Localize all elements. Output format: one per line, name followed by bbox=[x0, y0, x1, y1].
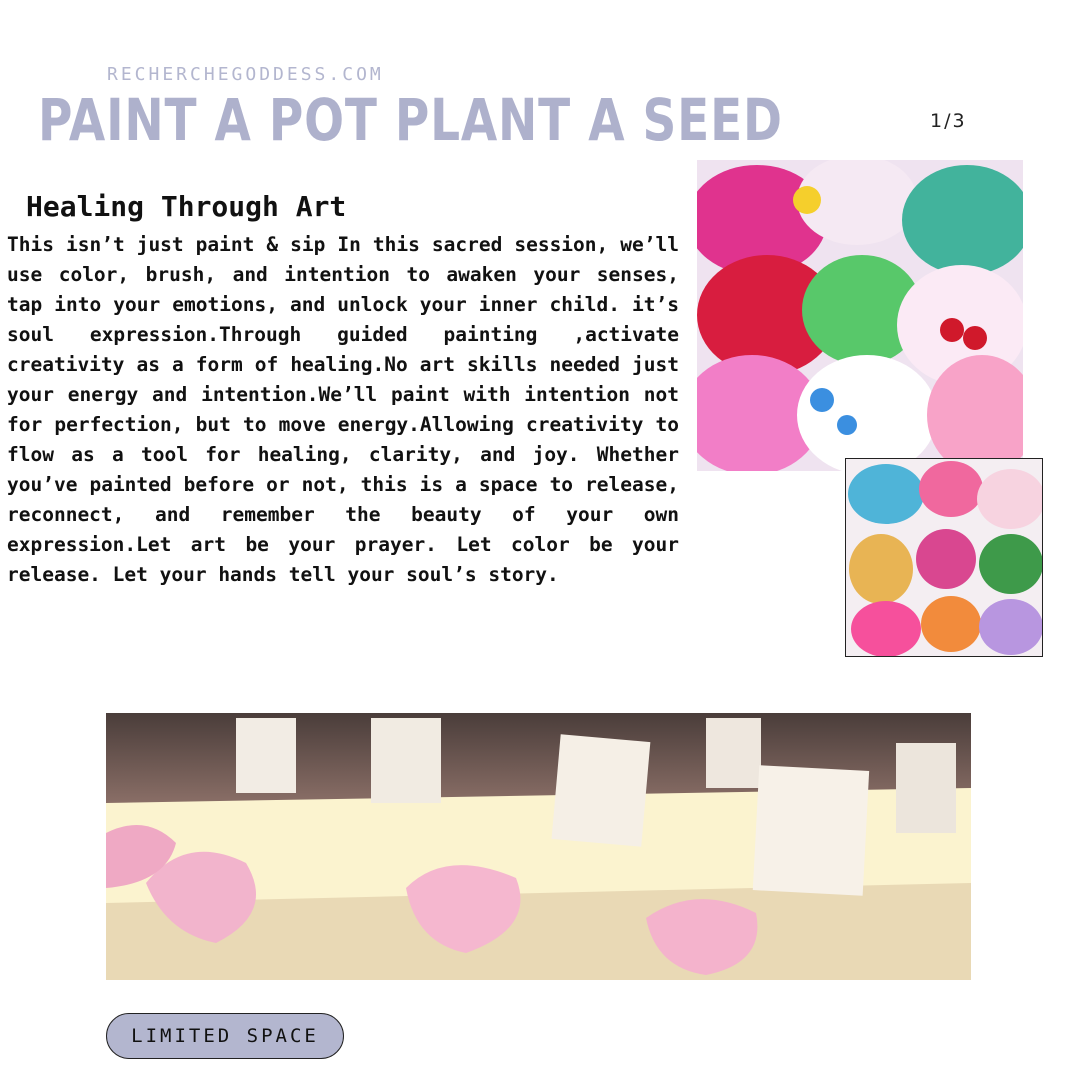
section-heading: Healing Through Art bbox=[26, 190, 347, 223]
page-title: PAINT A POT PLANT A SEED bbox=[38, 86, 783, 154]
description-text: This isn’t just paint & sip In this sacred session, we’ll use color, brush, and intention to awaken your senses, tap into your emotions, and unlock your inner child. it’s soul expression.Through guided painting ,activate creativity as a form of healing.No art skills needed just your energy and intention.We’ll paint with intention not for perfection, but to move energy.Allowing creativity to flow as a tool for healing, clarity, and joy. Whether you’ve painted before or not, this is a space to release, reconnect, and remember the beauty of your own expression.Let art be your prayer. Let color be your release. Let your hands tell your soul’s story. bbox=[7, 233, 679, 586]
limited-space-button[interactable] bbox=[106, 1013, 344, 1059]
painted-pots-photo bbox=[697, 160, 1023, 471]
pots-collage-photo bbox=[845, 458, 1043, 657]
page-indicator: 1/3 bbox=[930, 110, 967, 132]
limited-space-label: LIMITED SPACE bbox=[131, 1025, 319, 1047]
site-url: RECHERCHEGODDESS.COM bbox=[107, 64, 384, 85]
event-table-photo bbox=[106, 713, 971, 980]
